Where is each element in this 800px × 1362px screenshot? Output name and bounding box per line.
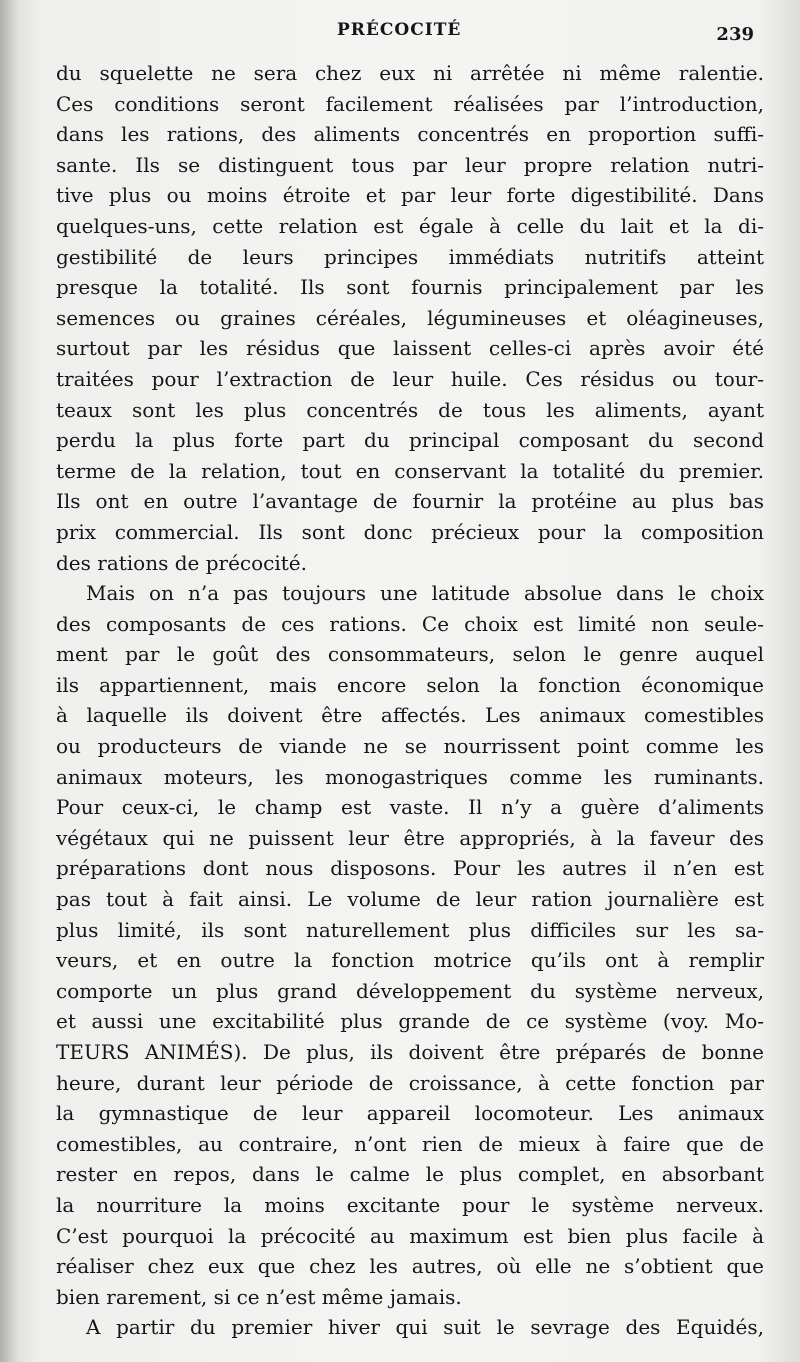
text-line: semences ou graines céréales, légumineuses et oléagineuses, [56, 305, 764, 330]
text-line: à laquelle ils doivent être affectés. Les animaux comestibles [56, 703, 764, 728]
text-line: ou producteurs de viande ne se nourrissent point comme les [56, 734, 764, 759]
paragraph-start-line: Mais on n’a pas toujours une latitude absolue dans le choix [86, 581, 764, 606]
text-line: Pour ceux-ci, le champ est vaste. Il n’y a guère d’aliments [56, 795, 764, 820]
text-line: ils appartiennent, mais encore selon la fonction économique [56, 672, 764, 697]
text-line: veurs, et en outre la fonction motrice qu’ils ont à remplir [56, 948, 764, 973]
text-line: ment par le goût des consommateurs, selon le genre auquel [56, 642, 764, 667]
text-line: animaux moteurs, les monogastriques comme les ruminants. [56, 764, 764, 789]
text-line: quelques-uns, cette relation est égale à celle du lait et la di- [56, 213, 764, 238]
text-line: des composants de ces rations. Ce choix est limité non seule- [56, 611, 764, 636]
text-line: rester en repos, dans le calme le plus complet, en absorbant [56, 1162, 764, 1187]
text-line: presque la totalité. Ils sont fournis principalement par les [56, 275, 764, 300]
text-line: comestibles, au contraire, n’ont rien de mieux à faire que de [56, 1131, 764, 1156]
text-line: plus limité, ils sont naturellement plus difficiles sur les sa- [56, 917, 764, 942]
text-line: réaliser chez eux que chez les autres, où elle ne s’obtient que [56, 1254, 764, 1279]
body-text [56, 58, 764, 1343]
running-head: PRÉCOCITÉ [337, 20, 462, 40]
text-line: comporte un plus grand développement du système nerveux, [56, 978, 764, 1003]
paragraph-end-line: des rations de précocité. [56, 550, 307, 575]
text-line: la nourriture la moins excitante pour le système nerveux. [56, 1192, 764, 1217]
text-line: et aussi une excitabilité plus grande de ce système (voy. Mo- [56, 1009, 764, 1034]
text-line: végétaux qui ne puissent leur être appropriés, à la faveur des [56, 825, 764, 850]
text-line: C’est pourquoi la précocité au maximum est bien plus facile à [56, 1223, 764, 1248]
paragraph-start-line: A partir du premier hiver qui suit le sevrage des Equidés, [86, 1315, 764, 1340]
text-line: heure, durant leur période de croissance, à cette fonction par [56, 1070, 764, 1095]
text-line: surtout par les résidus que laissent celles-ci après avoir été [56, 336, 764, 361]
text-line: Ils ont en outre l’avantage de fournir la protéine au plus bas [56, 489, 764, 514]
text-line: dans les rations, des aliments concentrés en proportion suffi- [56, 122, 764, 147]
text-line: du squelette ne sera chez eux ni arrêtée ni même ralentie. [56, 61, 764, 85]
text-line: tive plus ou moins étroite et par leur forte digestibilité. Dans [56, 183, 764, 208]
text-line: gestibilité de leurs principes immédiats nutritifs atteint [56, 244, 764, 269]
text-line: TEURS ANIMÉS). De plus, ils doivent être préparés de bonne [56, 1040, 764, 1064]
text-line: la gymnastique de leur appareil locomoteur. Les animaux [56, 1101, 764, 1126]
binding-shadow [0, 0, 18, 1362]
text-line: prix commercial. Ils sont donc précieux pour la composition [56, 519, 764, 544]
text-line: teaux sont les plus concentrés de tous les aliments, ayant [56, 397, 764, 422]
text-line: sante. Ils se distinguent tous par leur propre relation nutri- [56, 152, 764, 177]
text-line: traitées pour l’extraction de leur huile. Ces résidus ou tour- [56, 366, 764, 391]
page-header [0, 18, 800, 48]
page-number: 239 [716, 24, 754, 45]
paragraph-end-line: bien rarement, si ce n’est même jamais. [56, 1284, 462, 1309]
text-line: terme de la relation, tout en conservant la totalité du premier. [56, 458, 764, 483]
text-line: pas tout à fait ainsi. Le volume de leur ration journalière est [56, 887, 764, 912]
text-line: Ces conditions seront facilement réalisées par l’introduction, [56, 91, 764, 116]
text-line: préparations dont nous disposons. Pour les autres il n’en est [56, 856, 764, 881]
text-line: perdu la plus forte part du principal composant du second [56, 428, 764, 453]
